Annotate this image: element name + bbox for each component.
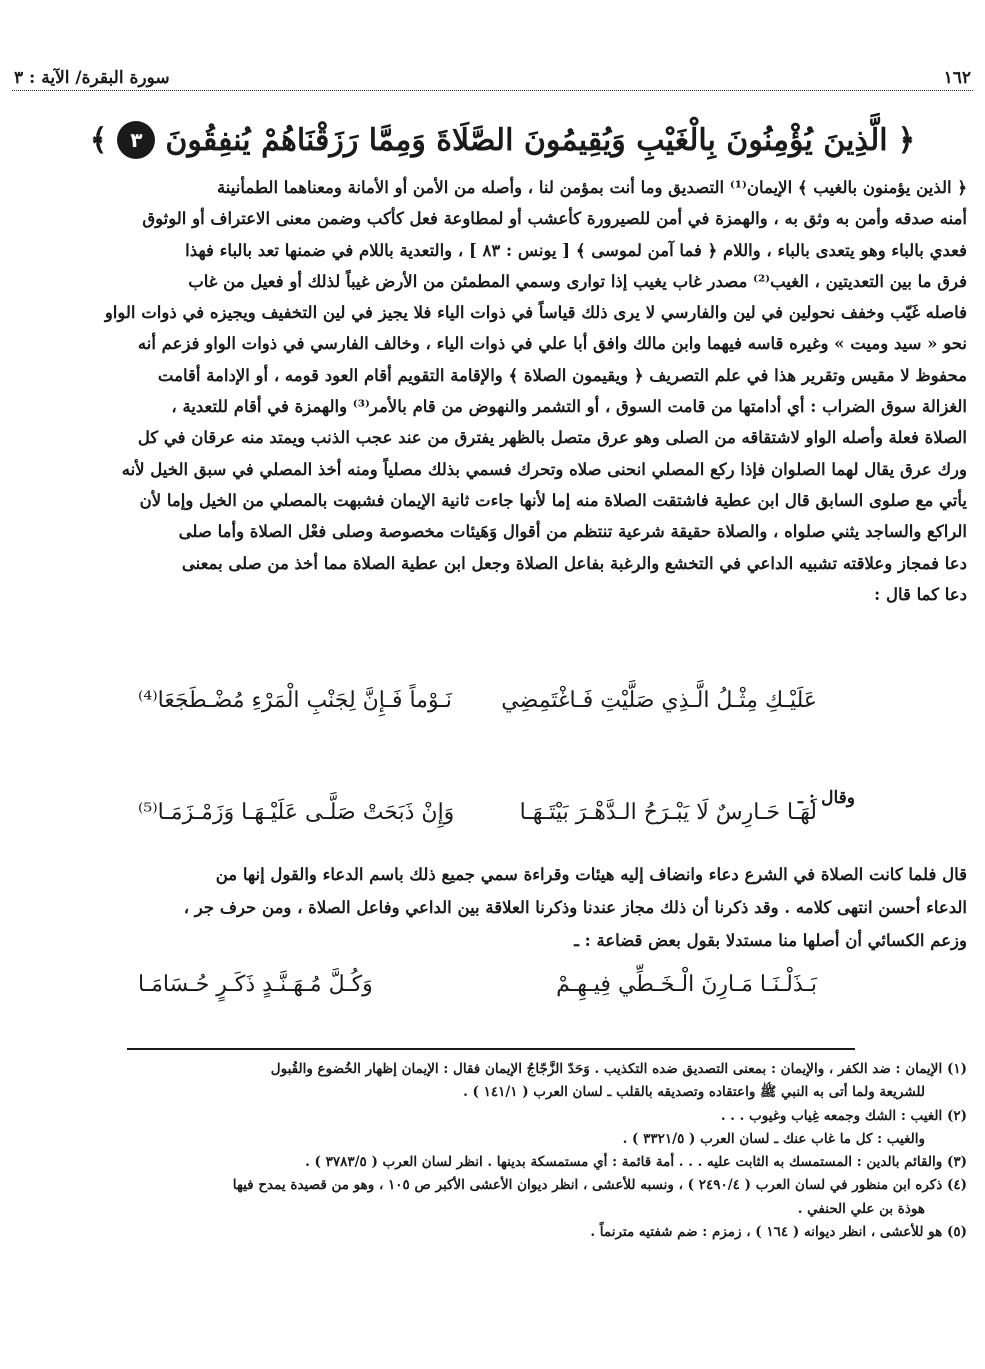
poem-hemistich-right: لَهَـا حَـارِسٌ لَا يَبْـرَحُ الـدَّهْـرَ بَيْتَـهَـا <box>519 800 817 825</box>
footnote-line: (٤) ذكره ابن منظور في لسان العرب ( ٢٤٩٠/٤ ) ، ونسبه للأعشى ، انظر ديوان الأعشى الأكبر ص ١٠٥ ، وهو من قصيدة يمدح فيها <box>232 1177 967 1194</box>
footnote-line: (١) الإيمان : ضد الكفر ، والإيمان : بمعنى التصديق ضده التكذيب . وَحَدّ الزَّجّاجُ الإيمان فقال : الإيمان إظهار الخُضوع والقُبول <box>270 1061 967 1077</box>
footnote-line: للشريعة ولما أتى به النبي ﷺ واعتقاده وتصديقه بالقلب ـ لسان العرب ( ١٤١/١ ) . <box>463 1084 925 1101</box>
page-header <box>14 62 971 88</box>
text-line: دعا فمجاز وعلاقته تشبيه الداعي في التخشع والرغبة بفاعل الصلاة وجعل ابن عطية الصلاة مما أخذ من صلى بمعنى <box>181 553 967 573</box>
poem-hemistich-left: وَكُـلَّ مُـهَـنَّـدٍ ذَكَـرٍ حُـسَامَـا <box>138 972 373 997</box>
poem-hemistich-left: نَـوْماً فَـإِنَّ لِجَنْبِ الْمَرْءِ مُضْـطَجَعَا⁽⁴⁾ <box>138 688 452 713</box>
footnotes <box>18 1058 967 1244</box>
text-line: الراكع والساجد يثني صلواه ، والصلاة حقيقة شرعية تنتظم من أقوال وَهَيئات مخصوصة وصلى فعْل الصلاة وأما صلى <box>178 522 967 542</box>
poem-intro: وقال : ـ <box>798 788 855 808</box>
footnote-line: والغيب : كل ما غاب عنك ـ لسان العرب ( ٣٣٢١/٥ ) . <box>622 1130 925 1147</box>
text-line: ورك عرق يقال لهما الصلوان فإذا ركع المصلي انحنى صلاه وتحرك فسمي بذلك مصلياً ومنه أخذ المصلي في سبق الخيل لأنه <box>121 459 967 479</box>
page-number: ١٦٢ <box>943 68 971 88</box>
verse-close-bracket: ﴾ <box>89 122 108 158</box>
poem-hemistich-left: وَإِنْ ذَبَحَتْ صَلَّـى عَلَيْـهَـا وَزَمْـزَمَـا⁽⁵⁾ <box>138 800 455 825</box>
text-line: فاصله غَيّب وخفف نحولين في لين والفارسي لا يرى ذلك قياساً في ذوات الياء فلا يجيز في لين التخفيف ويجيزه في ذوات الواو <box>104 303 967 323</box>
commentary-text-2 <box>18 858 967 957</box>
text-line: نحو « سيد وميت » وغيره قاسه فيهما وابن مالك وافق أبا علي في ذوات الياء ، وخالف الفارسي في ذوات الواو فزعم أنه <box>137 334 967 354</box>
poem-verse-3 <box>18 972 967 997</box>
commentary-text <box>18 172 967 610</box>
poem-verse-1 <box>18 688 967 713</box>
poem-hemistich-right: عَلَيْـكِ مِثْـلُ الَّـذِي صَلَّيْتِ فَـاغْتَمِضِي <box>501 688 817 713</box>
quran-verse <box>40 110 965 170</box>
text-line: قال فلما كانت الصلاة في الشرع دعاء وانضاف إليه هيئات وقراءة سمي جميع ذلك باسم الدعاء والقول إنها من <box>215 865 967 884</box>
text-line: يأتي مع صلوى السابق قال ابن عطية فاشتقت الصلاة منه إما لأنها جاءت ثانية الإيمان فشبهت بالمصلي من الخيل وإما لأن <box>139 490 967 510</box>
text-line: الدعاء أحسن انتهى كلامه . وقد ذكرنا أن ذلك مجاز عندنا وذكرنا العلاقة بين الداعي وفاعل الصلاة ، ومن حرف جر ، <box>183 898 967 917</box>
text-line: فرق ما بين التعديتين ، الغيب⁽²⁾ مصدر غاب يغيب إذا توارى وسمي المطمئن من الأرض غيباً لذلك أو فعيل من غاب <box>188 271 967 291</box>
text-line: وزعم الكسائي أن أصلها منا مستدلا بقول بعض قضاعة : ـ <box>574 931 967 950</box>
header-divider <box>12 90 973 91</box>
poem-hemistich-right: بَـذَلْـنَـا مَـارِنَ الْـخَـطِّي فِيـهِـمْ <box>556 972 817 997</box>
verse-open-bracket: ﴿ <box>897 122 916 158</box>
text-line: الغزالة سوق الضراب : أي أدامتها من قامت السوق ، أو التشمر والنهوض من قام بالأمر⁽³⁾ والهمزة في أقام للتعدية ، <box>171 397 967 417</box>
footnote-line: (٢) الغيب : الشك وجمعه غِياب وغيوب . . . <box>720 1107 967 1124</box>
text-line: أمنه صدقه وأمن به وثق به ، والهمزة في أمن للصيرورة كأعشب أو لمطاوعة فعل كأكب وضمن معنى الاعتراف أو الوثوق <box>142 209 967 229</box>
text-line: محفوظ لا مقيس وتقرير هذا في علم التصريف ﴿ ويقيمون الصلاة ﴾ والإقامة التقويم أقام العود قومه ، أو الإدامة أقامت <box>157 365 967 385</box>
footnote-divider <box>127 1048 855 1050</box>
text-line: الصلاة فعلة وأصله الواو لاشتقاقه من الصلى وهو عرق متصل بالظهر يفترق من عند عجب الذنب ويمتد منه عرقان في كل <box>137 428 967 448</box>
surah-label: سورة البقرة/ الآية : ٣ <box>14 68 170 88</box>
text-line: فعدي بالباء وهو يتعدى بالباء ، واللام ﴿ فما آمن لموسى ﴾ [ يونس : ٨٣ ] ، والتعدية باللام في ضمنها تعد بالباء فهذا <box>185 240 967 260</box>
text-line: دعا كما قال : <box>874 584 967 604</box>
verse-number-badge: ٣ <box>117 121 155 159</box>
footnote-line: (٥) هو للأعشى ، انظر ديوانه ( ١٦٤ ) ، زمزم : ضم شفتيه مترنماً . <box>590 1224 967 1241</box>
verse-text: الَّذِينَ يُؤْمِنُونَ بِالْغَيْبِ وَيُقِيمُونَ الصَّلَاةَ وَمِمَّا رَزَقْنَاهُمْ يُنفِقُونَ <box>165 122 888 158</box>
footnote-line: (٣) والقائم بالدين : المستمسك به الثابت عليه . . . أمة قائمة : أي مستمسكة بدينها . انظر لسان العرب ( ٣٧٨٣/٥ ) . <box>305 1154 967 1171</box>
text-line: ﴿ الذين يؤمنون بالغيب ﴾ الإيمان⁽¹⁾ التصديق وما أنت بمؤمن لنا ، وأصله من الأمن أو الأمانة ومعناهما الطمأنينة <box>216 178 967 197</box>
poem-verse-2 <box>18 800 967 825</box>
footnote-line: هوذة بن علي الحنفي . <box>797 1200 925 1217</box>
